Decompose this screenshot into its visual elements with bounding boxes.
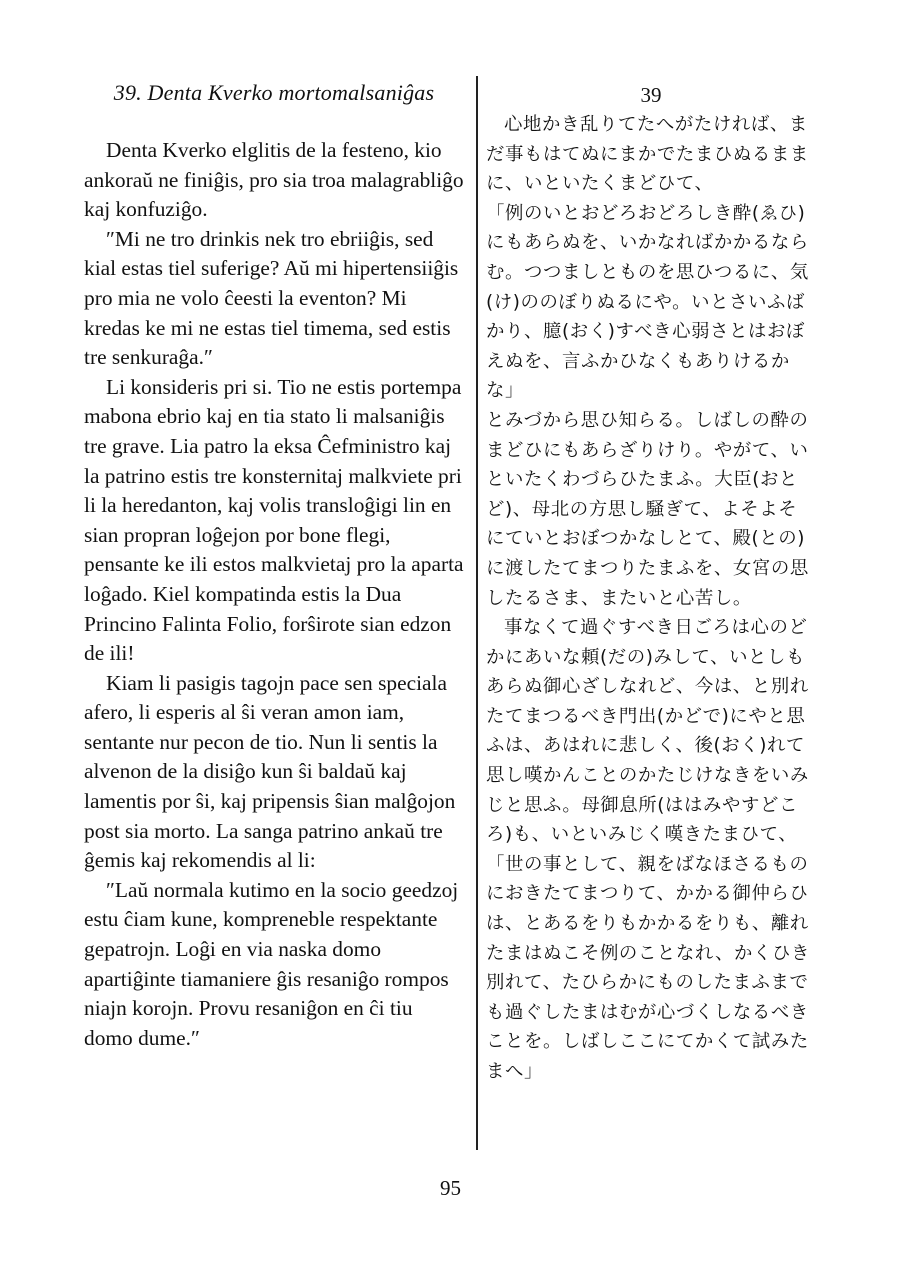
left-column [84, 76, 464, 1053]
right-column [486, 80, 816, 1087]
right-paragraph-3: とみづから思ひ知らる。しばしの酔のまどひにもあらざりけり。やがて、いといたくわづらひたまふ。大臣(おとど)、母北の方思し騒ぎて、よそよそにていとおぼつかなしとて、殿(との)に渡したてまつりたまふを、女宮の思したるさま、またいと心苦し。 [486, 409, 809, 609]
left-paragraph-4: Kiam li pasigis tagojn pace sen speciala afero, li esperis al ŝi veran amon iam, sentante nur pecon de tio. Nun li sentis la alvenon de la disiĝo kun ŝi baldaŭ kaj lamentis por ŝi, kaj pripensis ŝian malĝojon post sia morto. La sanga patrino ankaŭ tre ĝemis kaj rekomendis al li: [84, 670, 456, 873]
right-paragraph-2: 「例のいとおどろおどろしき酔(ゑひ)にもあらぬを、いかなればかかるならむ。つつましとものを思ひつるに、気(け)ののぼりぬるにや。いとさいふばかり、臆(おく)すべき心弱さとはおぼえぬを、言ふかひなくもありけるかな」 [486, 202, 809, 402]
page-number: 95 [440, 1176, 461, 1200]
chapter-title: 39. Denta Kverko mortomalsaniĝas [113, 80, 435, 105]
section-number: 39 [640, 83, 662, 107]
left-paragraph-5: ″Laŭ normala kutimo en la socio geedzoj estu ĉiam kune, kompreneble respektante gepatrojn. Loĝi en via naska domo apartiĝinte tiamaniere ĝis resaniĝo rompos niajn korojn. Provu resaniĝon en ĉi tiu domo dume.″ [84, 877, 459, 1050]
right-paragraph-1: 心地かき乱りてたへがたければ、まだ事もはてぬにまかでたまひぬるままに、いといたくまどひて、 [486, 114, 809, 195]
column-divider [476, 76, 478, 1150]
left-paragraph-2: ″Mi ne tro drinkis nek tro ebriiĝis, sed kial estas tiel suferige? Aŭ mi hipertensiiĝis pro mia ne volo ĉeesti la eventon? Mi kredas ke mi ne estas tiel timema, sed estis tre senkuraĝa.″ [84, 226, 459, 370]
right-paragraph-5: 「世の事として、親をばなほさるものにおきたてまつりて、かかる御仲らひは、とあるをりもかかるをりも、離れたまはぬこそ例のことなれ、かくひき別れて、たひらかにものしたまふまでも過ぐしたまはむが心づくしなるべきことを。しばしここにてかくて試みたまへ」 [486, 853, 810, 1082]
left-paragraph-1: Denta Kverko elglitis de la festeno, kio ankoraŭ ne finiĝis, pro sia troa malagrabliĝo kaj konfuziĝo. [84, 138, 464, 222]
left-paragraph-3: Li konsideris pri si. Tio ne estis portempa mabona ebrio kaj en tia stato li malsaniĝis tre grave. Lia patro la eksa Ĉefministro kaj la patrino estis tre konsternitaj malkviete pri li la heredanton, kaj volis transloĝigi lin en sian propran loĝejon por bone flegi, pensante ke ili estos malkvietaj pro la aparta loĝado. Kiel kompatinda estis la Dua Princino Falinta Folio, forŝirote sian edzon de ili! [84, 374, 464, 666]
right-paragraph-4: 事なくて過ぐすべき日ごろは心のどかにあいな頼(だの)みして、いとしもあらぬ御心ざしなれど、今は、と別れたてまつるべき門出(かどで)にやと思ふは、あはれに悲しく、後(おく)れて思し嘆かんことのかたじけなきをいみじと思ふ。母御息所(ははみやすどころ)も、いといみじく嘆きたまひて、 [486, 617, 809, 846]
